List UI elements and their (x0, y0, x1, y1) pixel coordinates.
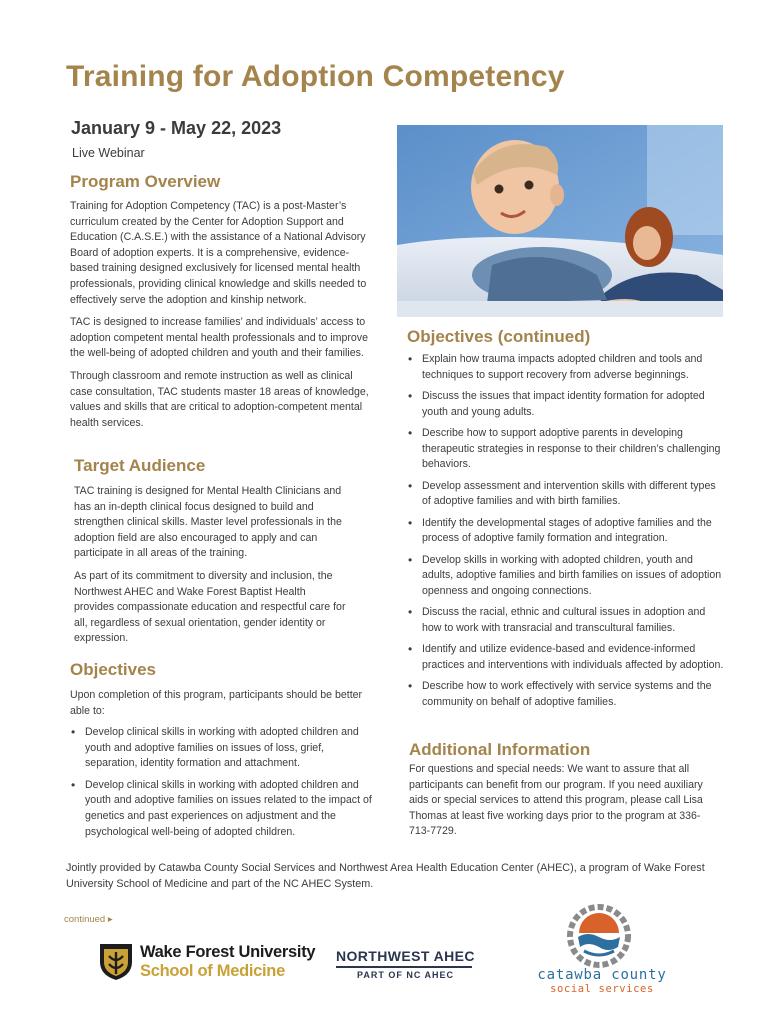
list-item: • Discuss the issues that impact identity formation for adopted youth and young adults. (407, 389, 727, 420)
objectives-continued-list (407, 352, 727, 710)
continued-link[interactable]: continued ▸ (64, 914, 113, 925)
list-item: • Identify and utilize evidence-based and evidence-informed practices and interventions with individuals affected by adoption. (407, 642, 727, 673)
program-overview-paragraph: TAC is designed to increase families’ and individuals’ access to adoption competent mental health professionals and to improve the well-being of adopted children and youth and their families. (70, 316, 368, 360)
program-overview-body (70, 199, 375, 431)
catawba-social-services: social services (550, 983, 654, 995)
objectives-heading: Objectives (70, 660, 156, 679)
target-audience-body (74, 484, 346, 647)
catawba-county-name: catawba county (537, 967, 667, 983)
list-item: • Describe how to work effectively with service systems and the community on behalf of adoptive families. (407, 679, 727, 710)
objectives-intro: Upon completion of this program, participants should be better able to: (70, 689, 363, 717)
list-item: • Describe how to support adoptive parents in developing therapeutic strategies in response to their children’s challenging behaviors. (407, 426, 727, 473)
objectives-list (70, 725, 374, 840)
jointly-provided-note: Jointly provided by Catawba County Social Services and Northwest Area Health Education Center (AHEC), a program of Wake Forest University School of Medicine and part of the NC AHEC System. (66, 862, 705, 890)
northwest-ahec-name: NORTHWEST AHEC (336, 948, 475, 964)
northwest-ahec-tagline: PART OF NC AHEC (357, 970, 454, 980)
catawba-gear-icon (566, 903, 632, 969)
list-item: • Develop clinical skills in working with adopted children and youth and adoptive families on issues related to the impact of genetics and past experiences on adjustment and the psychological well-being of adopted children. (70, 778, 374, 840)
wake-forest-shield-icon (98, 942, 134, 982)
objectives-continued-heading: Objectives (continued) (407, 327, 591, 346)
list-item: • Identify the developmental stages of adoptive families and the process of adoptive family formation and integration. (407, 516, 727, 547)
objectives-body (70, 688, 374, 846)
northwest-ahec-logo (336, 948, 476, 984)
target-audience-heading: Target Audience (74, 456, 206, 475)
catawba-county-logo (532, 903, 672, 999)
wake-forest-school: School of Medicine (140, 962, 285, 980)
additional-information-body (409, 762, 719, 840)
wake-forest-name: Wake Forest University (140, 943, 316, 961)
objectives-continued-body (407, 352, 727, 716)
program-dates: January 9 - May 22, 2023 (71, 118, 282, 138)
program-overview-paragraph: Training for Adoption Competency (TAC) is a post-Master’s curriculum created by the Center for Adoption Support and Education (C.A.S.E.) with the assistance of a National Advisory Board of adoption experts. It is a comprehensive, evidence-based training designed exclusively for licensed mental health professionals, providing clinical knowledge and skills needed to effectively serve the adoption and kinship network. (70, 200, 367, 306)
program-overview-paragraph: Through classroom and remote instruction as well as clinical case consultation, TAC students master 18 areas of knowledge, values and skills that are critical to adoption-competent mental health services. (70, 369, 369, 429)
northwest-ahec-divider (336, 966, 472, 968)
hero-photo (397, 125, 723, 317)
target-audience-paragraph: TAC training is designed for Mental Health Clinicians and has an in-depth clinical focus designed to build and strengthen clinical skills. Master level professionals in the adoption field are also encouraged to apply and can participate in all areas of the training. (74, 485, 342, 560)
program-format: Live Webinar (72, 146, 145, 160)
program-overview-heading: Program Overview (70, 172, 221, 191)
additional-information-heading: Additional Information (409, 740, 591, 759)
list-item: • Develop clinical skills in working with adopted children and youth and adoptive families on issues of loss, grief, separation, identity formation and attachment. (70, 725, 374, 772)
list-item: • Discuss the racial, ethnic and cultural issues in adoption and how to work with transracial and transcultural families. (407, 605, 727, 636)
page-title: Training for Adoption Competency (66, 60, 565, 93)
list-item: • Develop assessment and intervention skills with different types of adoptive families and with birth families. (407, 479, 727, 510)
list-item: • Explain how trauma impacts adopted children and tools and techniques to support recovery from adverse beginnings. (407, 352, 727, 383)
target-audience-paragraph: As part of its commitment to diversity and inclusion, the Northwest AHEC and Wake Forest Baptist Health provides compassionate education and respectful care for all, regardless of sexual orientation, gender identity or expression. (74, 569, 346, 645)
additional-information-text: For questions and special needs: We want to assure that all participants can benefit from our program. If you need auxiliary aids or special services to attend this program, please call Lisa Thomas at least five working days prior to the program at 336-713-7729. (409, 763, 703, 838)
wake-forest-logo (98, 940, 316, 986)
list-item: • Develop skills in working with adopted children, youth and adults, adoptive families and birth families on issues of adoption openness and ongoing connections. (407, 553, 727, 600)
